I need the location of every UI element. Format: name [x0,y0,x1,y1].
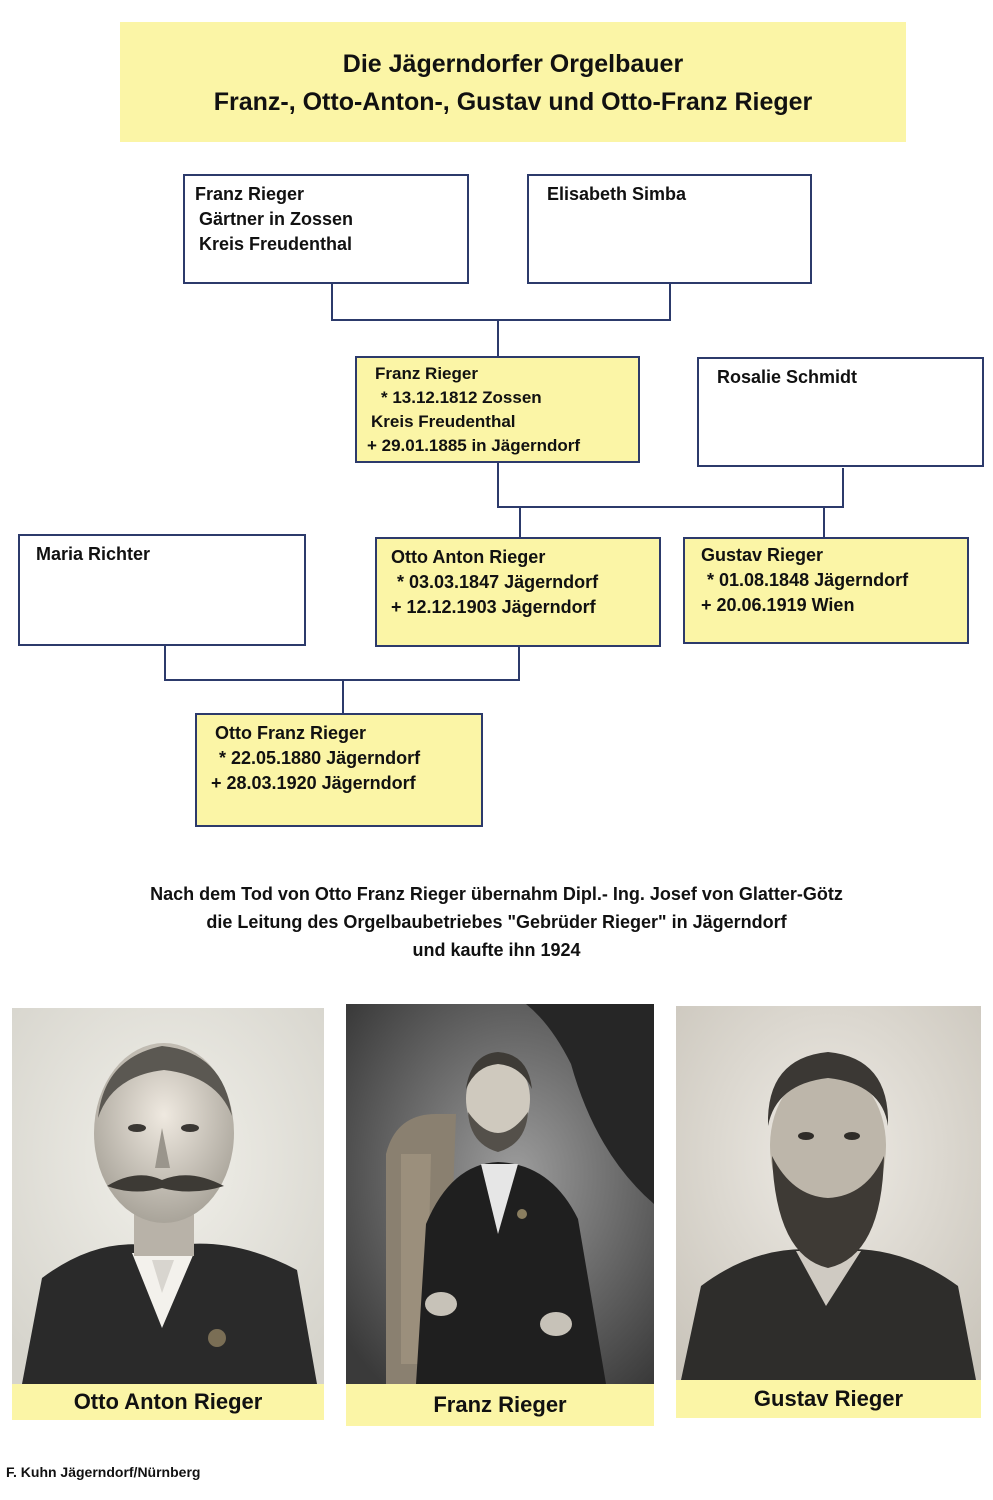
connector-gen1 [332,283,670,320]
person-info: Gärtner in Zossen [199,209,354,229]
person-name: Elisabeth Simba [547,184,687,204]
connector-gen3 [165,645,519,680]
portrait-otto-anton-rieger [12,1008,324,1384]
caption-line-3: und kaufte ihn 1924 [412,940,581,960]
person-birth: * 03.03.1847 Jägerndorf [397,572,599,592]
person-maria-richter [18,534,306,646]
person-death: + 29.01.1885 in Jägerndorf [367,436,581,455]
person-name: Maria Richter [36,544,151,564]
title-line-1: Die Jägerndorfer Orgelbauer [342,50,684,78]
person-death: + 12.12.1903 Jägerndorf [391,597,596,617]
footer-credit: F. Kuhn Jägerndorf/Nürnberg [6,1464,201,1480]
title-line-2: Franz-, Otto-Anton-, Gustav und Otto-Franz Rieger [213,88,813,116]
caption-line-2: die Leitung des Orgelbaubetriebes "Gebrüder Rieger" in Jägerndorf [206,912,787,932]
person-otto-anton-rieger [375,537,661,647]
portrait-label-otto-anton: Otto Anton Rieger [12,1384,324,1420]
person-name: Franz Rieger [375,364,478,383]
portrait-label-franz: Franz Rieger [346,1384,654,1426]
caption-line-1: Nach dem Tod von Otto Franz Rieger übernahm Dipl.- Ing. Josef von Glatter-Götz [150,884,843,904]
person-gustav-rieger [683,537,969,644]
portrait-label-gustav: Gustav Rieger [676,1380,981,1418]
person-name: Rosalie Schmidt [717,367,858,387]
person-elisabeth-simba [527,174,812,284]
person-rosalie-schmidt [697,357,984,467]
person-otto-franz-rieger [195,713,483,827]
portrait-franz-image [346,1004,654,1384]
person-birth: * 01.08.1848 Jägerndorf [707,570,909,590]
person-franz-rieger-senior [183,174,469,284]
person-info: Kreis Freudenthal [371,412,516,431]
person-name: Gustav Rieger [701,545,824,565]
succession-caption [40,880,953,964]
person-info: Kreis Freudenthal [199,234,353,254]
portrait-gustav-rieger [676,1006,981,1380]
portrait-otto-anton-image [12,1008,324,1384]
person-death: + 20.06.1919 Wien [701,595,855,615]
person-birth: * 13.12.1812 Zossen [381,388,542,407]
person-name: Franz Rieger [195,184,305,204]
connector-gen2 [498,462,843,507]
person-franz-rieger [355,356,640,463]
person-death: + 28.03.1920 Jägerndorf [211,773,416,793]
portrait-franz-rieger [346,1004,654,1384]
person-name: Otto Anton Rieger [391,547,546,567]
person-name: Otto Franz Rieger [215,723,367,743]
portrait-gustav-image [676,1006,981,1380]
person-birth: * 22.05.1880 Jägerndorf [219,748,421,768]
